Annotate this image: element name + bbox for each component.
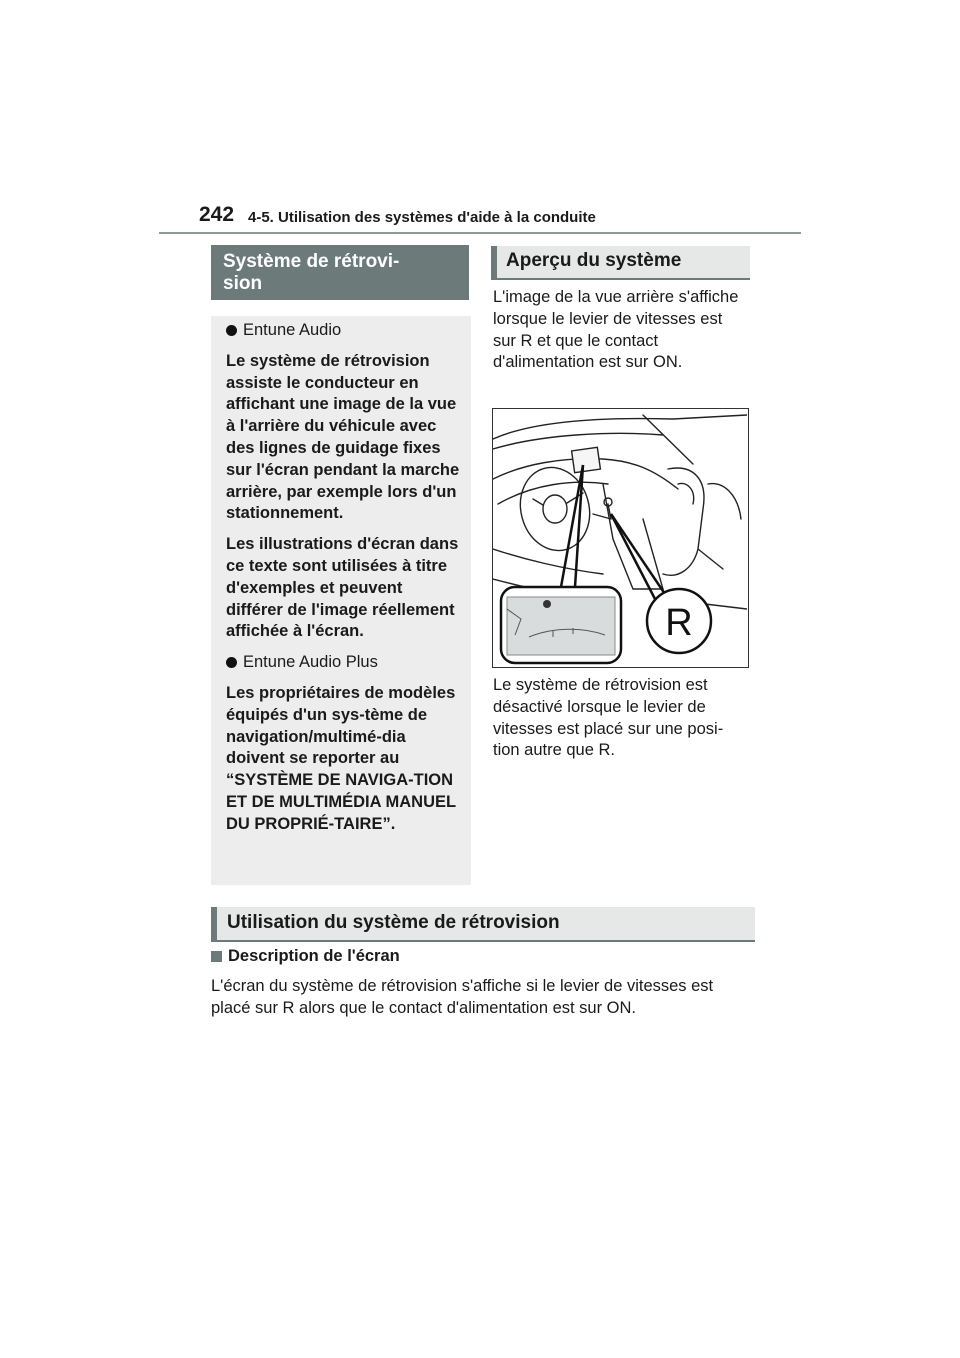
paragraph: Les propriétaires de modèles équipés d'un sys-tème de navigation/multimé-dia doivent se reporter au “SYSTÈME DE NAVIGA-TION ET DE MULTIMÉDIA MANUEL DU PROPRIÉ-TAIRE”. — [226, 683, 456, 833]
usage-section-title: Utilisation du système de rétrovision — [211, 907, 755, 940]
page-number: 242 — [199, 203, 235, 226]
usage-section-rule — [211, 940, 755, 942]
overview-paragraph-2: Le système de rétrovision est désactivé lorsque le levier de vitesses est placé sur une posi-tion autre que R. — [493, 676, 724, 760]
left-section-title-line1: Système de rétrovi- — [223, 251, 400, 272]
left-section-title-line2: sion — [223, 273, 263, 294]
chapter-title: 4-5. Utilisation des systèmes d'aide à la conduite — [248, 209, 596, 226]
bullet-dot-icon — [226, 657, 237, 668]
subheading-text: Description de l'écran — [228, 947, 400, 965]
left-section-title — [211, 245, 469, 300]
bullet-item — [226, 652, 463, 674]
header-divider — [159, 232, 801, 234]
bullet-item — [226, 320, 463, 342]
paragraph: Le système de rétrovision assiste le conducteur en affichant une image de la vue à l'arrière du véhicule avec des lignes de guidage fixes sur l'écran pendant la marche arrière, par exemple lors d'un stationnement. — [226, 351, 460, 523]
bullet-text: Entune Audio — [243, 321, 342, 339]
overview-paragraph-1: L'image de la vue arrière s'affiche lorsque le levier de vitesses est sur R et que le contact d'alimentation est sur ON. — [493, 288, 739, 372]
gear-r-label: R — [665, 602, 693, 644]
subheading — [211, 947, 400, 966]
bullet-dot-icon — [226, 325, 237, 336]
right-section-title: Aperçu du système — [491, 246, 750, 278]
illustration-drawing — [493, 409, 747, 666]
usage-paragraph: L'écran du système de rétrovision s'affiche si le levier de vitesses est placé sur R alors que le contact d'alimentation est sur ON. — [211, 977, 714, 1017]
square-bullet-icon — [211, 951, 222, 962]
left-section-panel — [211, 316, 471, 885]
vehicle-interior-illustration — [492, 408, 749, 668]
right-section-title-rule — [491, 278, 750, 280]
paragraph: Les illustrations d'écran dans ce texte sont utilisées à titre d'exemples et peuvent différer de l'image réellement affichée à l'écran. — [226, 535, 459, 641]
bullet-text: Entune Audio Plus — [243, 653, 378, 672]
